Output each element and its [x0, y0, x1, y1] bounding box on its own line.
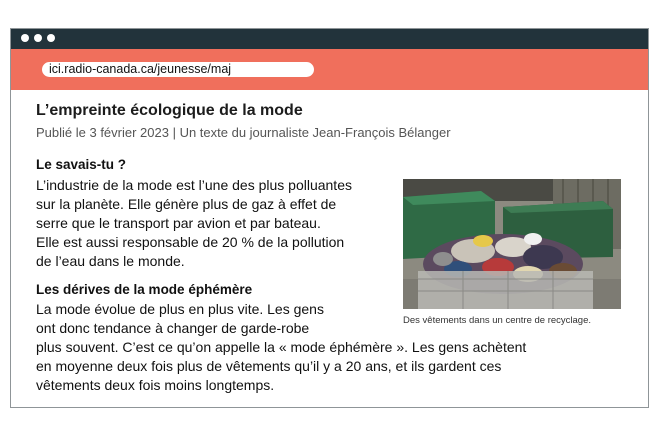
paragraph-line: en moyenne deux fois plus de vêtements qu’il y a 20 ans, et ils gardent ces: [36, 358, 502, 374]
address-bar[interactable]: ici.radio-canada.ca/jeunesse/maj: [42, 62, 314, 77]
paragraph-line: L’industrie de la mode est l’une des plus polluantes: [36, 177, 352, 193]
article: [11, 90, 648, 407]
article-title: L’empreinte écologique de la mode: [36, 102, 303, 119]
section-paragraph-1: [36, 176, 352, 271]
paragraph-line: de l’eau dans le monde.: [36, 253, 185, 269]
photo-caption: Des vêtements dans un centre de recyclage.: [403, 315, 591, 326]
paragraph-line: La mode évolue de plus en plus vite. Les gens: [36, 301, 324, 317]
section-heading-mode-ephemere: Les dérives de la mode éphémère: [36, 282, 253, 297]
article-byline: Publié le 3 février 2023 | Un texte du journaliste Jean-François Bélanger: [36, 125, 451, 140]
paragraph-line: plus souvent. C’est ce qu’on appelle la « mode éphémère ». Les gens achètent: [36, 339, 527, 355]
paragraph-line: sur la planète. Elle génère plus de gaz à effet de: [36, 196, 337, 212]
address-bar-area: [11, 49, 648, 90]
paragraph-line: Elle est aussi responsable de 20 % de la pollution: [36, 234, 345, 250]
browser-window: [10, 28, 649, 408]
window-dot-close[interactable]: [21, 34, 29, 42]
window-dot-minimize[interactable]: [34, 34, 42, 42]
window-controls: [21, 34, 55, 42]
window-dot-maximize[interactable]: [47, 34, 55, 42]
paragraph-line: serre que le transport par avion et par bateau.: [36, 215, 321, 231]
section-heading-savais-tu: Le savais-tu ?: [36, 157, 127, 172]
paragraph-line: vêtements deux fois moins longtemps.: [36, 377, 275, 393]
paragraph-line: ont donc tendance à changer de garde-robe: [36, 320, 310, 336]
title-bar: [11, 29, 648, 49]
recycling-clothes-photo: [403, 179, 621, 309]
